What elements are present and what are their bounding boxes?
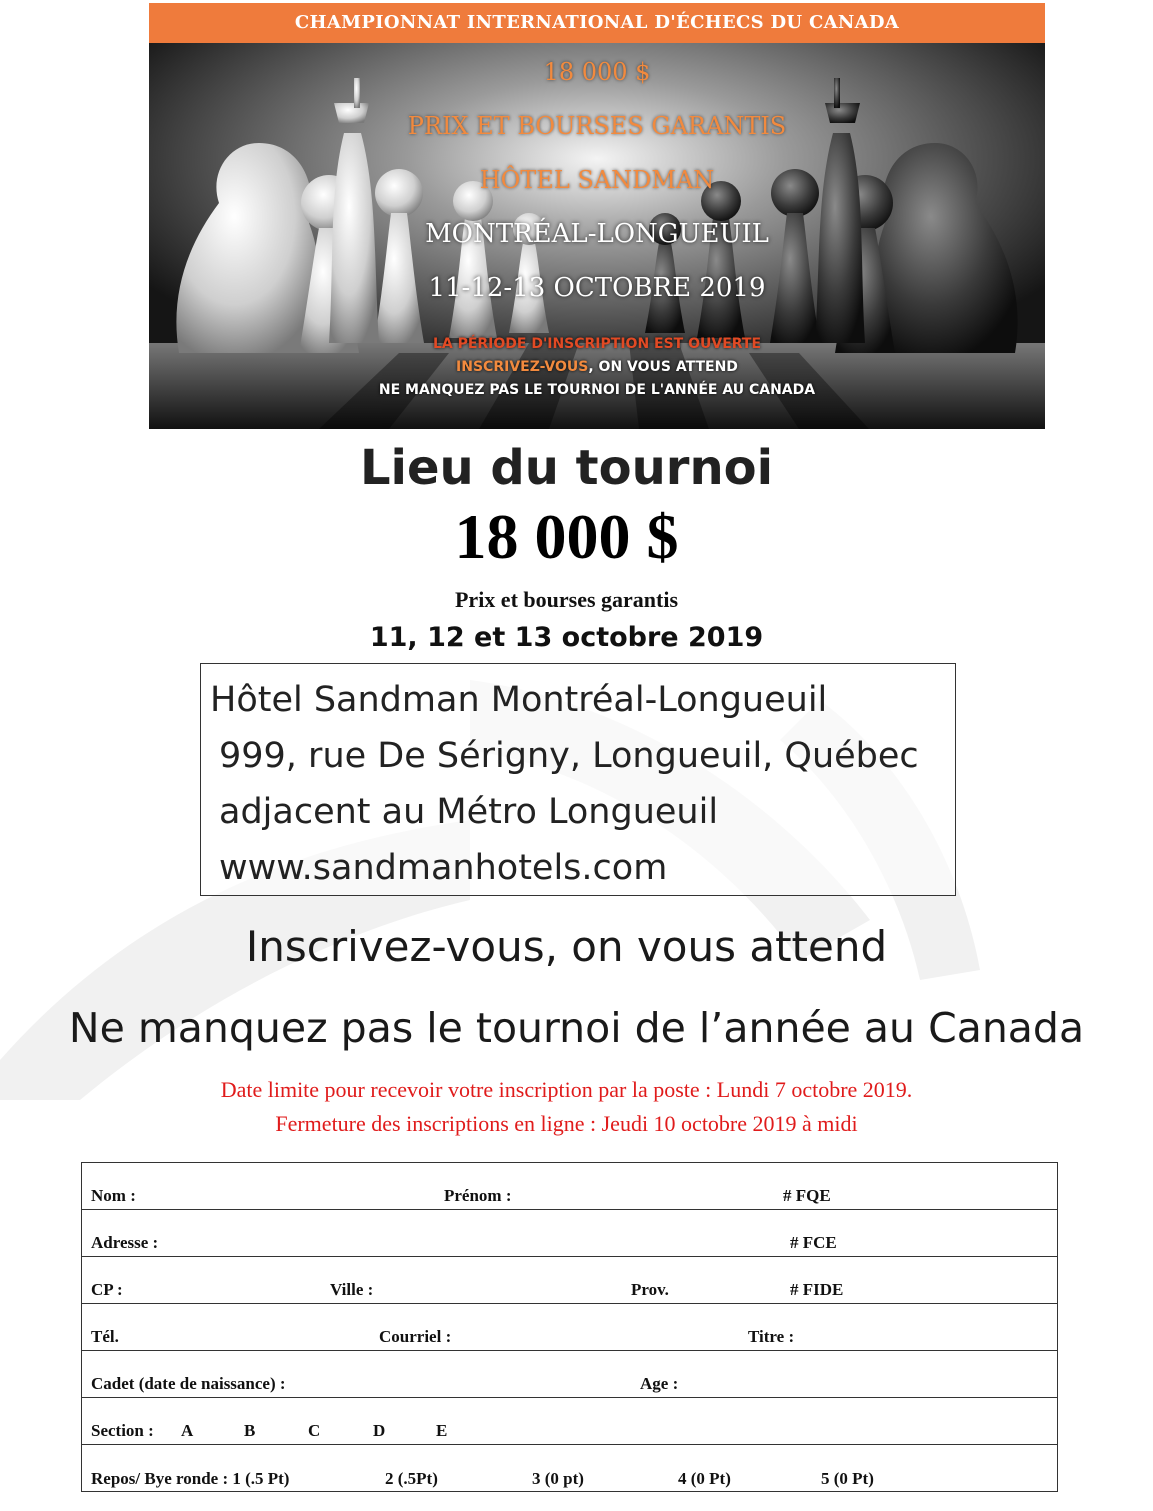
banner-dates: 11-12-13 OCTOBRE 2019 (428, 273, 766, 303)
bye-round-5[interactable]: 5 (0 Pt) (821, 1469, 874, 1488)
hero-banner (149, 3, 1045, 429)
field-tel[interactable]: Tél. (91, 1327, 119, 1346)
banner-register-rest: , ON VOUS ATTEND (588, 359, 738, 375)
mail-deadline: Date limite pour recevoir votre inscription par la poste : Lundi 7 octobre 2019. (220, 1077, 913, 1102)
prize-guaranteed: Prix et bourses garantis (454, 587, 679, 612)
field-fqe[interactable]: # FQE (783, 1186, 831, 1205)
field-repos-bye[interactable]: Repos/ Bye ronde : 1 (.5 Pt) (91, 1469, 290, 1488)
form-row-section (82, 1398, 1057, 1445)
field-ville[interactable]: Ville : (330, 1280, 374, 1299)
banner-register-line (149, 359, 1045, 375)
field-age[interactable]: Age : (640, 1374, 679, 1393)
section-option-c[interactable]: C (308, 1421, 321, 1440)
hotel-website[interactable]: www.sandmanhotels.com (219, 848, 668, 888)
form-row-name (82, 1163, 1057, 1210)
bye-round-4[interactable]: 4 (0 Pt) (678, 1469, 731, 1488)
dont-miss-line: Ne manquez pas le tournoi de l’année au Canada (68, 1004, 1085, 1052)
form-row-contact (82, 1304, 1057, 1351)
field-prenom[interactable]: Prénom : (444, 1186, 512, 1205)
field-nom[interactable]: Nom : (91, 1186, 136, 1205)
bye-round-3[interactable]: 3 (0 pt) (532, 1469, 584, 1488)
form-row-bye (82, 1445, 1057, 1492)
hotel-name: Hôtel Sandman Montréal-Longueuil (210, 680, 828, 720)
field-cp[interactable]: CP : (91, 1280, 123, 1299)
field-section: Section : (91, 1421, 154, 1440)
bye-round-2[interactable]: 2 (.5Pt) (385, 1469, 438, 1488)
field-titre[interactable]: Titre : (748, 1327, 795, 1346)
field-fide[interactable]: # FIDE (790, 1280, 844, 1299)
online-deadline: Fermeture des inscriptions en ligne : Jeudi 10 octobre 2019 à midi (275, 1111, 858, 1136)
form-row-city (82, 1257, 1057, 1304)
field-courriel[interactable]: Courriel : (379, 1327, 452, 1346)
banner-dont-miss: NE MANQUEZ PAS LE TOURNOI DE L'ANNÉE AU CANADA (378, 382, 816, 398)
banner-prizes: PRIX ET BOURSES GARANTIS (407, 112, 787, 140)
venue-heading: Lieu du tournoi (359, 440, 774, 496)
banner-registration-open: LA PÉRIODE D'INSCRIPTION EST OUVERTE (432, 336, 762, 352)
section-option-a[interactable]: A (181, 1421, 194, 1440)
hotel-info-box (200, 663, 956, 896)
hotel-metro: adjacent au Métro Longueuil (219, 792, 719, 832)
banner-title: CHAMPIONNAT INTERNATIONAL D'ÉCHECS DU CANADA (149, 3, 1045, 43)
registration-form (81, 1162, 1058, 1492)
field-adresse[interactable]: Adresse : (91, 1233, 159, 1252)
banner-hotel: HÔTEL SANDMAN (479, 166, 715, 194)
section-option-e[interactable]: E (436, 1421, 448, 1440)
hotel-address: 999, rue De Sérigny, Longueuil, Québec (219, 736, 919, 776)
banner-register-word: INSCRIVEZ-VOUS (456, 359, 589, 375)
field-cadet[interactable]: Cadet (date de naissance) : (91, 1374, 286, 1393)
form-row-cadet (82, 1351, 1057, 1398)
banner-city: MONTRÉAL-LONGUEUIL (425, 219, 769, 249)
banner-amount: 18 000 $ (543, 58, 651, 86)
invite-line: Inscrivez-vous, on vous attend (245, 922, 888, 971)
field-prov[interactable]: Prov. (631, 1280, 669, 1299)
section-option-d[interactable]: D (373, 1421, 386, 1440)
form-row-address (82, 1210, 1057, 1257)
section-option-b[interactable]: B (244, 1421, 256, 1440)
prize-amount: 18 000 $ (454, 501, 679, 572)
tournament-dates: 11, 12 et 13 octobre 2019 (369, 622, 764, 653)
field-fce[interactable]: # FCE (790, 1233, 837, 1252)
